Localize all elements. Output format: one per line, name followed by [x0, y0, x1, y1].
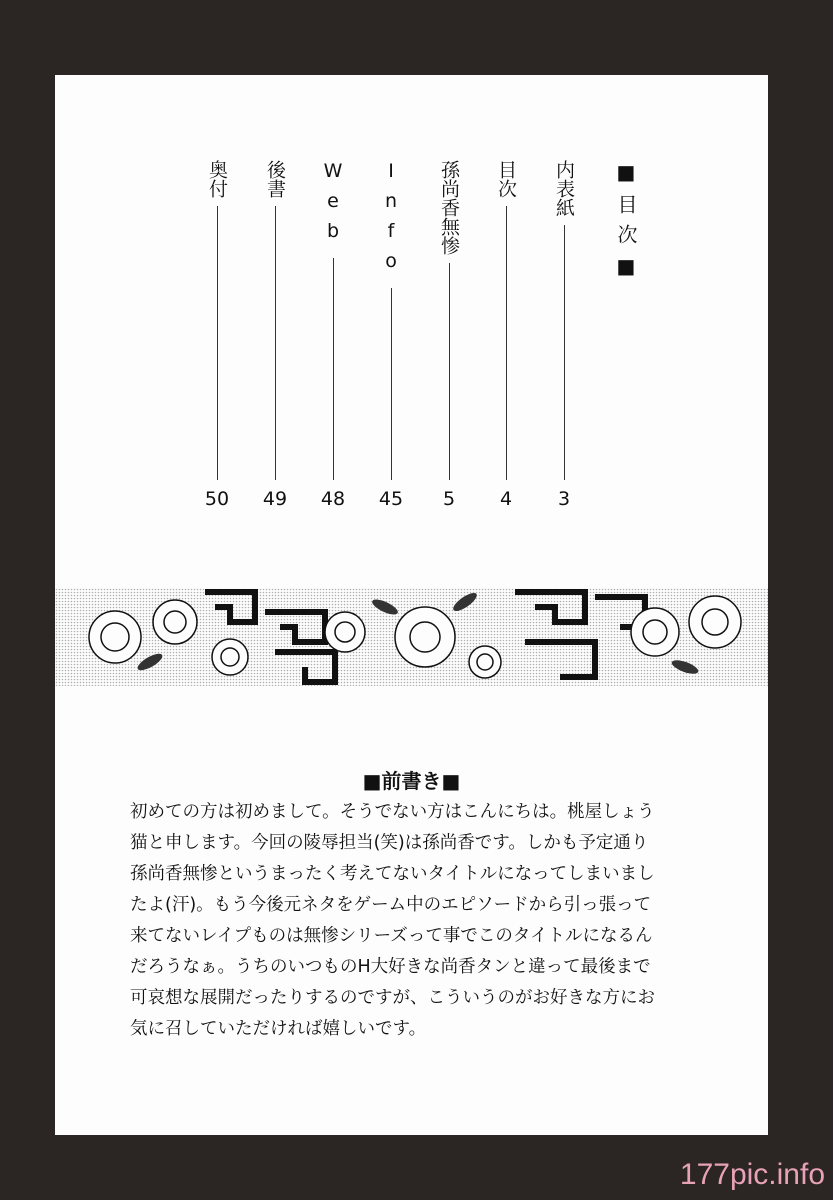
- toc-entry: [318, 160, 348, 510]
- toc-entry-page: 49: [262, 488, 288, 510]
- preface-line: 来てないレイプものは無惨シリーズって事でこのタイトルになるん: [130, 926, 653, 946]
- toc-entry-title: Web: [322, 160, 344, 250]
- toc-leader-line: [506, 206, 507, 480]
- watermark: 177pic.info: [679, 1158, 825, 1191]
- toc-entry-page: 45: [378, 488, 404, 510]
- toc-entry-page: 4: [499, 488, 513, 510]
- preface-line: 気に召していただければ嬉しいです。: [130, 1019, 427, 1039]
- preface-body: [130, 797, 710, 1045]
- toc-entry-title: 後書: [264, 160, 286, 198]
- toc-entry: [434, 160, 464, 510]
- toc-entry: [549, 160, 579, 510]
- preface-line: 初めての方は初めまして。そうでない方はこんにちは。桃屋しょう: [130, 802, 655, 822]
- toc-entry-page: 5: [442, 488, 456, 510]
- toc-entry-title: Info: [380, 160, 402, 280]
- toc-entry-title: 奥付: [206, 160, 228, 198]
- toc-entry-title: 目次: [495, 160, 517, 198]
- toc-entry: [491, 160, 521, 510]
- toc-entry-page: 3: [557, 488, 571, 510]
- toc-leader-line: [564, 225, 565, 480]
- toc-heading: ■目次■: [614, 160, 638, 288]
- toc-leader-line: [275, 206, 276, 480]
- toc-entry-title: 孫尚香無惨: [438, 160, 460, 255]
- preface-line: 可哀想な展開だったりするのですが、こういうのがお好きな方にお: [130, 988, 655, 1008]
- preface-line: たよ(汗)。もう今後元ネタをゲーム中のエピソードから引っ張って: [130, 895, 652, 915]
- toc-entry-title: 内表紙: [553, 160, 575, 217]
- preface-line: 孫尚香無惨というまったく考えてないタイトルになってしまいまし: [130, 864, 655, 884]
- toc-leader-line: [217, 206, 218, 480]
- toc-entry: [202, 160, 232, 510]
- preface-heading: ■前書き■: [362, 769, 461, 793]
- toc-leader-line: [449, 263, 450, 480]
- toc-entry-page: 50: [204, 488, 230, 510]
- toc-entry-page: 48: [320, 488, 346, 510]
- floral-ornament-band: [55, 582, 768, 692]
- toc-leader-line: [333, 258, 334, 480]
- toc-entry: [376, 160, 406, 510]
- toc-entry: [260, 160, 290, 510]
- preface-line: だろうなぁ。うちのいつものH大好きな尚香タンと違って最後まで: [130, 957, 651, 977]
- preface-line: 猫と申します。今回の陵辱担当(笑)は孫尚香です。しかも予定通り: [130, 833, 649, 853]
- toc-leader-line: [391, 288, 392, 480]
